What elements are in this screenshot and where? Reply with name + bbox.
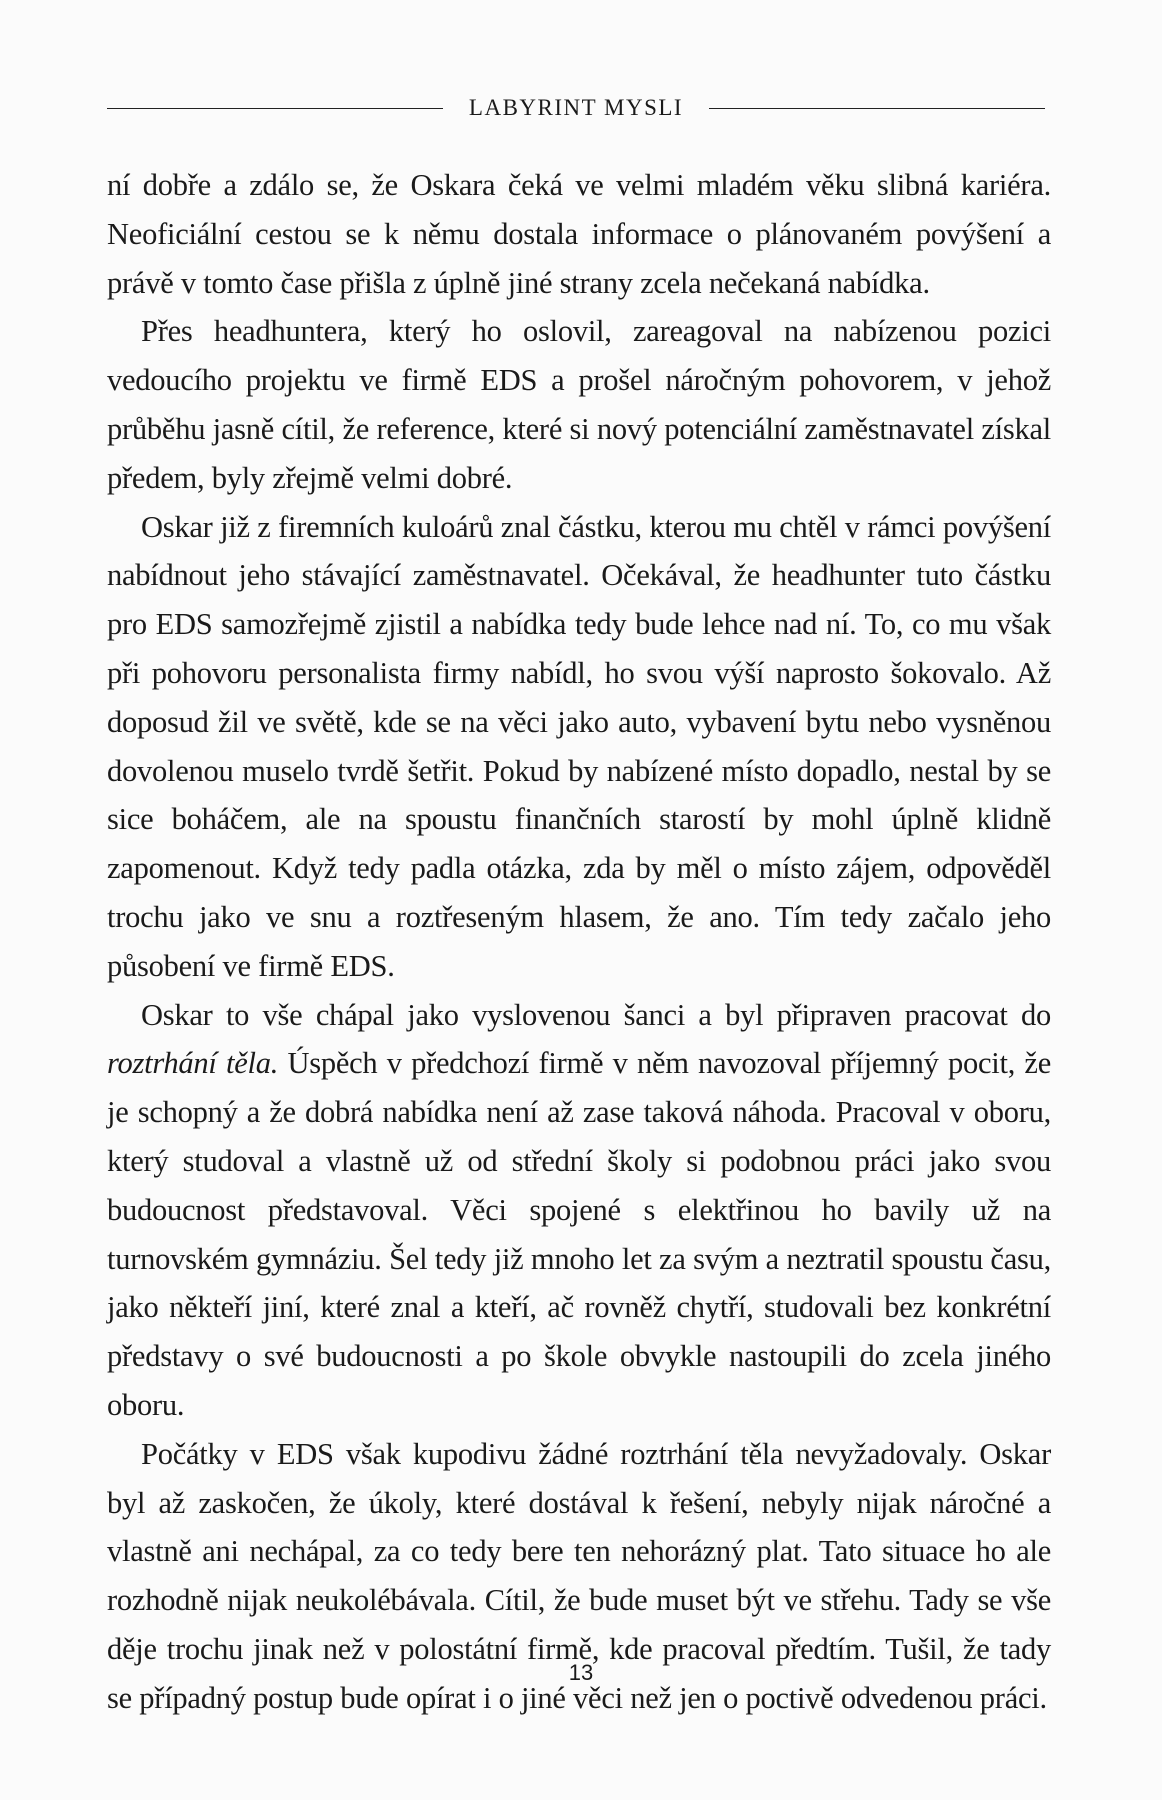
running-head-rule-right (709, 108, 1045, 109)
paragraph-text: Přes headhuntera, který ho oslovil, zareagoval na nabízenou pozici vedoucího projektu ve firmě EDS a prošel náročným pohovorem, v jehož průběhu jasně cítil, že reference, které si nový potenciální zaměstnavatel získal předem, byly zřejmě velmi dobré. (107, 314, 1051, 495)
paragraph-text: ní dobře a zdálo se, že Oskara čeká ve velmi mladém věku slibná kariéra. Neoficiální cestou se k němu dostala informace o plánovaném povýšení a právě v tomto čase přišla z úplně jiné strany zcela nečekaná nabídka. (107, 168, 1051, 300)
running-head-title: LABYRINT MYSLI (468, 95, 684, 120)
running-head-rule-left (107, 108, 443, 109)
page-number: 13 (568, 1660, 594, 1685)
paragraph-4 (107, 991, 1051, 1430)
paragraph-text: Úspěch v předchozí firmě v něm navozoval příjemný pocit, že je schopný a že dobrá nabídka není až zase taková náhoda. Pracoval v oboru, který studoval a vlastně už od střední školy si podobnou práci jako svou budoucnost představoval. Věci spojené s elektřinou ho bavily už na turnovském gymnáziu. Šel tedy již mnoho let za svým a neztratil spoustu času, jako někteří jiní, které znal a kteří, ač rovněž chytří, studovali bez konkrétní představy o své budoucnosti a po škole obvykle nastoupili do zcela jiného oboru. (107, 1046, 1051, 1422)
italic-phrase: roztrhání těla. (107, 1046, 279, 1081)
paragraph-2 (107, 307, 1051, 502)
paragraph-1 (107, 161, 1051, 307)
paragraph-text: Oskar již z firemních kuloárů znal částku, kterou mu chtěl v rámci povýšení nabídnout jeho stávající zaměstnavatel. Očekával, že headhunter tuto částku pro EDS samozřejmě zjistil a nabídka tedy bude lehce nad ní. To, co mu však při pohovoru personalista firmy nabídl, ho svou výší naprosto šokovalo. Až doposud žil ve světě, kde se na věci jako auto, vybavení bytu nebo vysněnou dovolenou muselo tvrdě šetřit. Pokud by nabízené místo dopadlo, nestal by se sice boháčem, ale na spoustu finančních starostí by mohl úplně klidně zapomenout. Když tedy padla otázka, zda by měl o místo zájem, odpověděl trochu jako ve snu a roztřeseným hlasem, že ano. Tím tedy začalo jeho působení ve firmě EDS. (107, 509, 1051, 983)
paragraph-text: Oskar to vše chápal jako vyslovenou šanci a byl připraven pracovat do (141, 997, 1051, 1032)
running-head (107, 88, 1045, 128)
paragraph-text: Počátky v EDS však kupodivu žádné roztrhání těla nevyžadovaly. Oskar byl až zaskočen, že úkoly, které dostával k řešení, nebyly nijak náročné a vlastně ani nechápal, za co tedy bere ten nehorázný plat. Tato situace ho ale rozhodně nijak neukolébávala. Cítil, že bude muset být ve střehu. Tady se vše děje trochu jinak než v polostátní firmě, kde pracoval předtím. Tušil, že tady se případný postup bude opírat i o jiné věci než jen o poctivě odvedenou práci. (107, 1436, 1051, 1715)
paragraph-3 (107, 503, 1051, 991)
body-text (107, 161, 1051, 1723)
